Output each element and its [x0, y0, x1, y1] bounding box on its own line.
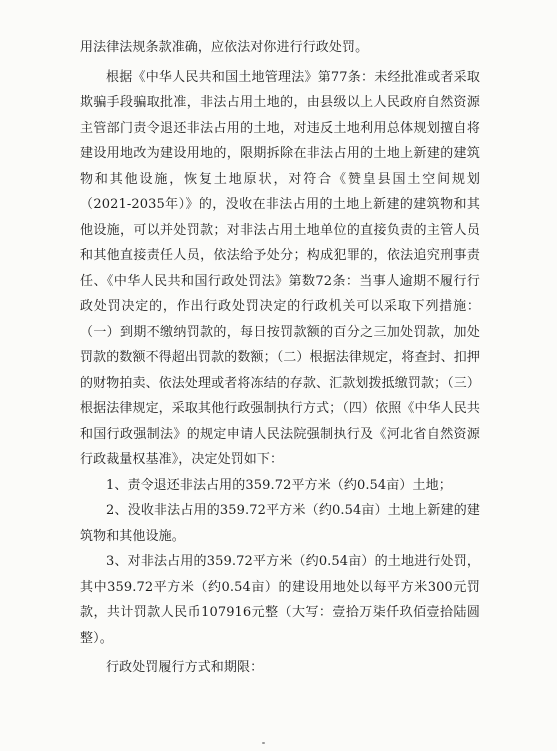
paragraph-penalty-1: 1、责令退还非法占用的359.72平方米（约0.54亩）土地；	[106, 477, 452, 493]
paragraph-continuation: 用法律法规条款准确，应依法对你进行行政处罚。	[80, 40, 369, 55]
document-body	[80, 35, 480, 681]
paragraph-penalty-3: 3、对非法占用的359.72平方米（约0.54亩）的土地进行处罚，其中359.72平方米（约0.54亩）的建设用地处以每平方米300元罚款，共计罚款人民币107916元整（大写：壹拾万柒仟玖佰壹拾陆圆整）。	[80, 554, 480, 646]
paragraph-enforcement-heading: 行政处罚履行方式和期限：	[106, 660, 264, 675]
paragraph-penalty-2: 2、没收非法占用的359.72平方米（约0.54亩）土地上新建的建筑物和其他设施。	[80, 503, 480, 544]
scan-speck	[262, 742, 265, 744]
paragraph-legal-basis: 根据《中华人民共和国土地管理法》第77条：未经批准或者采取欺骗手段骗取批准，非法占用土地的，由县级以上人民政府自然资源主管部门责令退还非法占用的土地，对违反土地利用总体规划擅自将建设用地改为建设用地的，限期拆除在非法占用的土地上新建的建筑物和其他设施，恢复土地原状，对符合《赞皇县国土空间规划（2021-2035年）》的，没收在非法占用的土地上新建的建筑物和其他设施，可以并处罚款；对非法占用土地单位的直接负责的主管人员和其他直接责任人员，依法给予处分；构成犯罪的，依法追究刑事责任、《中华人民共和国行政处罚法》第数72条：当事人逾期不履行行政处罚决定的，作出行政处罚决定的行政机关可以采取下列措施：（一）到期不缴纳罚款的，每日按罚款额的百分之三加处罚款，加处罚款的数额不得超出罚款的数额；（二）根据法律规定，将查封、扣押的财物拍卖、依法处理或者将冻结的存款、汇款划拨抵缴罚款；（三）根据法律规定，采取其他行政强制执行方式；（四）依照《中华人民共和国行政强制法》的规定申请人民法院强制执行及《河北省自然资源行政裁量权基准》，决定处罚如下：	[80, 69, 480, 467]
